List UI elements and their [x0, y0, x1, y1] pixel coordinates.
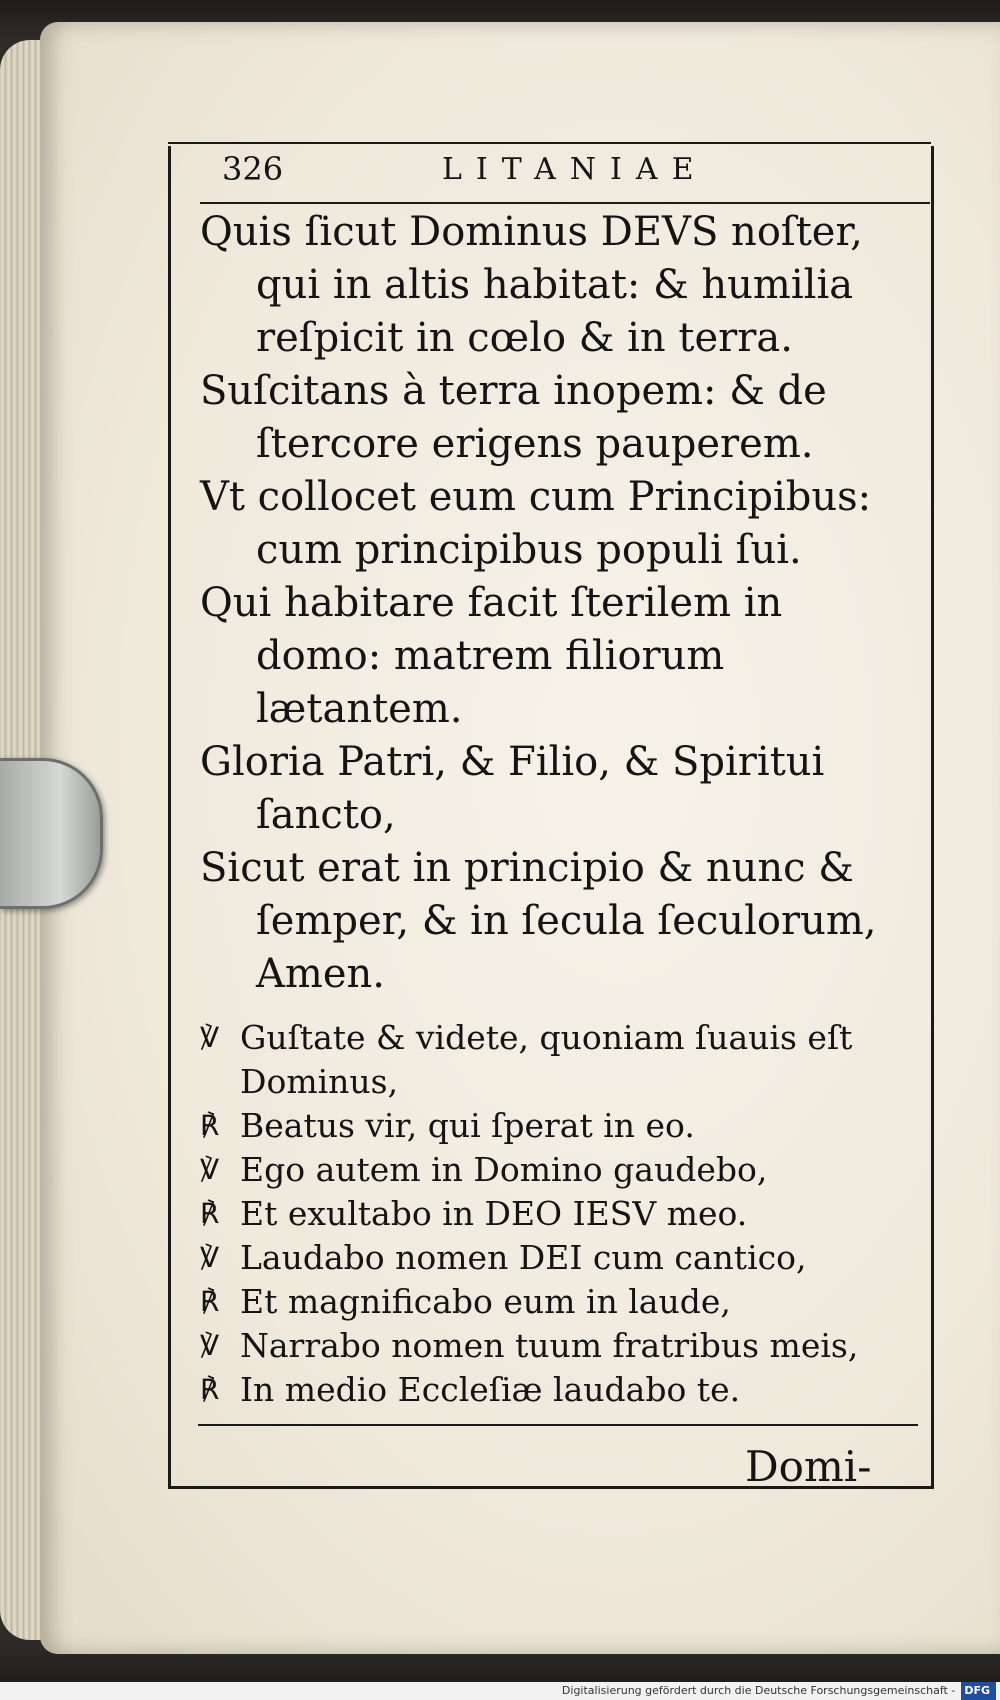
dfg-logo: DFG: [961, 1682, 996, 1700]
versicle-row: [200, 1236, 920, 1280]
response-symbol: ℟: [200, 1109, 220, 1142]
digitization-footer: [0, 1682, 1000, 1700]
bottom-rule: [198, 1424, 918, 1426]
versicle-text: Ego autem in Domino gaudebo,: [240, 1150, 768, 1189]
response-row: [200, 1280, 920, 1324]
frame-top-rule: [168, 142, 931, 144]
running-head: LITANIAE: [442, 152, 708, 187]
versicle-row: [200, 1016, 920, 1104]
psalm-verse: Quis ſicut Dominus DEVS noſter, qui in altis habitat: & humilia reſpicit in cœlo & in terra.: [200, 209, 863, 361]
response-row: [200, 1104, 920, 1148]
response-row: [200, 1192, 920, 1236]
response-symbol: ℟: [200, 1373, 220, 1406]
psalm-verse: Suſcitans à terra inopem: & de ſtercore erigens pauperem.: [200, 368, 827, 467]
book-clasp: [0, 758, 103, 909]
psalm-text: [200, 206, 920, 1001]
versicle-text: Laudabo nomen DEI cum cantico,: [240, 1238, 807, 1277]
versicle-row: [200, 1324, 920, 1368]
page-number: 326: [222, 150, 284, 188]
versicles-list: [200, 1016, 920, 1412]
page-header: [222, 150, 922, 194]
psalm-verse: Gloria Patri, & Filio, & Spiritui ſancto,: [200, 739, 825, 838]
versicle-symbol: ℣: [200, 1329, 220, 1362]
psalm-verse: Vt collocet eum cum Principibus: cum principibus populi ſui.: [200, 474, 872, 573]
psalm-verse: Qui habitare facit ſterilem in domo: matrem filiorum lætantem.: [200, 580, 783, 732]
header-rule: [200, 202, 930, 204]
response-text: In medio Eccleſiæ laudabo te.: [240, 1370, 741, 1409]
versicle-text: Narrabo nomen tuum fratribus meis,: [240, 1326, 859, 1365]
response-text: Et magnificabo eum in laude,: [240, 1282, 731, 1321]
response-text: Beatus vir, qui ſperat in eo.: [240, 1106, 695, 1145]
response-symbol: ℟: [200, 1197, 220, 1230]
psalm-verse: Sicut erat in principio & nunc & ſemper, & in ſecula ſeculorum, Amen.: [200, 845, 877, 997]
versicle-row: [200, 1148, 920, 1192]
versicle-symbol: ℣: [200, 1241, 220, 1274]
footer-credit: Digitalisierung gefördert durch die Deutsche Forschungsgemeinschaft -: [561, 1684, 956, 1697]
versicle-symbol: ℣: [200, 1021, 220, 1054]
versicle-symbol: ℣: [200, 1153, 220, 1186]
response-text: Et exultabo in DEO IESV meo.: [240, 1194, 748, 1233]
versicle-text: Guſtate & videte, quoniam ſuauis eſt Dominus,: [240, 1018, 853, 1101]
response-row: [200, 1368, 920, 1412]
response-symbol: ℟: [200, 1285, 220, 1318]
catchword: Domi-: [745, 1442, 872, 1491]
